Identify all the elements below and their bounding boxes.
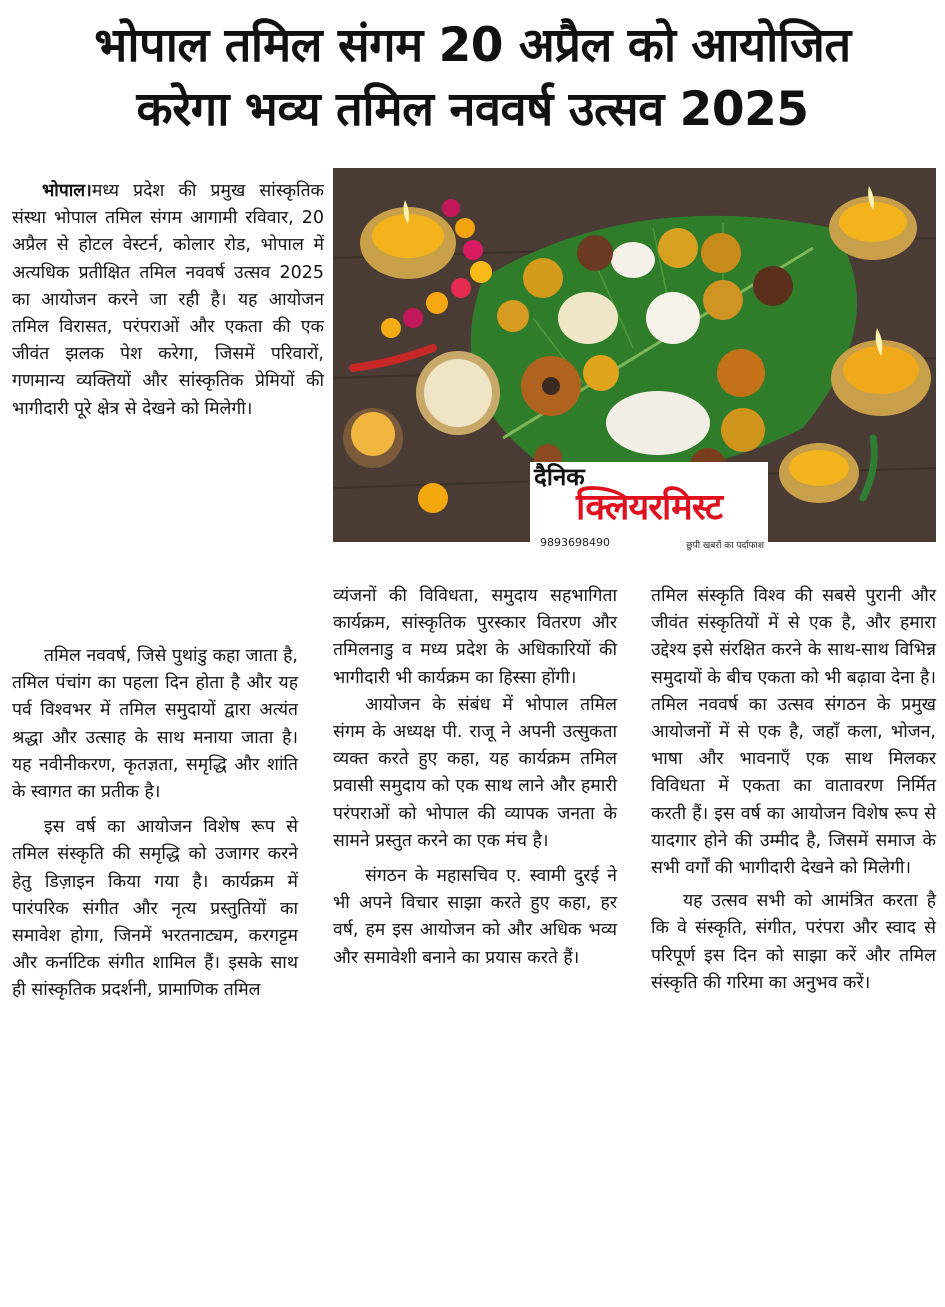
idli-icon [558, 292, 618, 344]
headline-line-2: करेगा भव्य तमिल नववर्ष उत्सव 2025 [136, 82, 809, 137]
column-1-bottom [12, 643, 298, 1005]
logo-name: क्लियरमिस्ट [576, 487, 722, 528]
paragraph-3-continued: व्यंजनों की विविधता, समुदाय सहभागिता कार्यक्रम, सांस्कृतिक पुरस्कार वितरण और तमिलनाडु व मध्य प्रदेश के अधिकारियों की भागीदारी भी कार्यक्रम का हिस्सा होंगी। [333, 586, 617, 688]
paragraph-1 [12, 178, 324, 423]
paragraph-6: यह उत्सव सभी को आमंत्रित करता है कि वे संस्कृति, संगीत, परंपरा और स्वाद से परिपूर्ण इस दिन को साझा करें और तमिल संस्कृति की गरिमा का अनुभव करें। [651, 891, 936, 993]
sweet-bowl-icon [416, 351, 500, 435]
column-3 [651, 583, 936, 997]
idli-icon-2 [646, 292, 700, 344]
newspaper-logo [530, 462, 768, 558]
dateline: भोपाल। [42, 181, 92, 201]
paragraph-4: आयोजन के संबंध में भोपाल तमिल संगम के अध्यक्ष पी. राजू ने अपनी उत्सुकता व्यक्त करते हुए कहा, यह कार्यक्रम तमिल प्रवासी समुदाय को एक साथ लाने और हमारी परंपराओं को भोपाल की व्यापक जनता के सामने प्रस्तुत करने का एक मंच है। [333, 694, 617, 851]
paragraph-1-text: मध्य प्रदेश की प्रमुख सांस्कृतिक संस्था भोपाल तमिल संगम आगामी रविवार, 20 अप्रैल से होटल वेस्टर्न, कोलार रोड, भोपाल में अत्यधिक प्रतीक्षित तमिल नववर्ष उत्सव 2025 का आयोजन करने जा रही है। यह आयोजन तमिल विरासत, परंपराओं और एकता की एक जीवंत झलक पेश करेगा, जिसमें परिवारों, गणमान्य व्यक्तियों और सांस्कृतिक प्रेमियों की भागीदारी पूरे क्षेत्र से देखने को मिलेगी। [12, 181, 324, 419]
paragraph-2: तमिल नववर्ष, जिसे पुथांडु कहा जाता है, तमिल पंचांग का पहला दिन होता है और यह पर्व विश्वभर में तमिल समुदायों द्वारा अत्यंत श्रद्धा और उत्साह के साथ मनाया जाता है। यह नवीनीकरण, कृतज्ञता, समृद्धि और शांति के स्वागत का प्रतीक है। [12, 646, 298, 803]
column-2 [333, 583, 617, 972]
logo-phone: 9893698490 [540, 536, 610, 549]
idli-icon-3 [611, 242, 655, 278]
paragraph-5-continued: तमिल संस्कृति विश्व की सबसे पुरानी और जीवंत संस्कृतियों में से एक है, और हमारा उद्देश्य इसे संरक्षित करने के साथ-साथ विभिन्न समुदायों के बीच एकता को भी बढ़ावा देना है। तमिल नववर्ष का उत्सव संगठन के प्रमुख आयोजनों में से एक है, जहाँ कला, भोजन, भाषा और भावनाएँ एक साथ मिलकर विविधता में एकता का वातावरण निर्मित करती हैं। इस वर्ष का आयोजन विशेष रूप से यादगार होने की उम्मीद है, जिसमें समाज के सभी वर्गों की भागीदारी देखने को मिलेगी। [651, 586, 936, 879]
logo-tagline: छुपी खबरों का पर्दाफाश [686, 541, 764, 551]
paragraph-3: इस वर्ष का आयोजन विशेष रूप से तमिल संस्कृति की समृद्धि को उजागर करने हेतु डिज़ाइन किया गया है। कार्यक्रम में पारंपरिक संगीत और नृत्य प्रस्तुतियों का समावेश होगा, जिनमें भरतनाट्यम, करगट्टम और कर्नाटिक संगीत शामिल हैं। इसके साथ ही सांस्कृतिक प्रदर्शनी, प्रामाणिक तमिल [12, 817, 298, 1001]
headline [10, 14, 935, 142]
headline-line-1: भोपाल तमिल संगम 20 अप्रैल को आयोजित [94, 18, 851, 73]
paragraph-5: संगठन के महासचिव ए. स्वामी दुरई ने भी अपने विचार साझा करते हुए कहा, हर वर्ष, हम इस आयोजन को और अधिक भव्य और समावेशी बनाने का प्रयास करते हैं। [333, 866, 617, 968]
rice-icon [606, 391, 710, 455]
logo-top-word: दैनिक [534, 463, 585, 491]
column-1-top [12, 178, 324, 423]
vada-icon [521, 356, 581, 416]
